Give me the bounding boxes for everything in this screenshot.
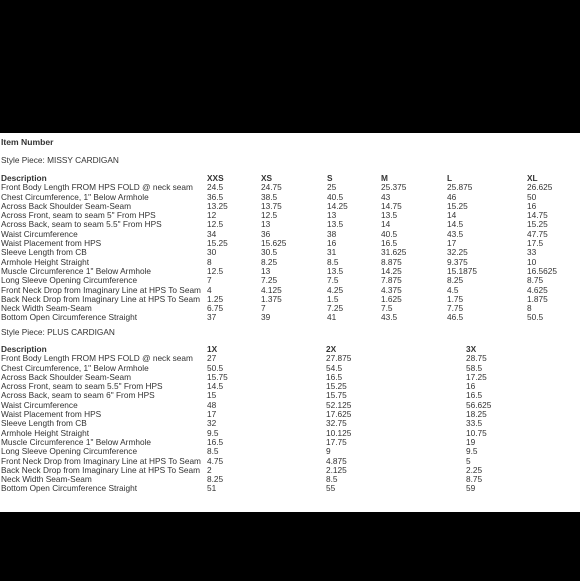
table-row xyxy=(1,373,576,382)
measurement-value: 15.25 xyxy=(447,201,468,211)
measurement-description: Long Sleeve Opening Circumference xyxy=(1,447,138,457)
measurement-value: 50 xyxy=(527,192,537,202)
measurement-value: 6.75 xyxy=(207,304,224,314)
measurement-value: 56.625 xyxy=(466,400,492,410)
measurement-description: Bottom Open Circumference Straight xyxy=(1,484,138,494)
measurement-description: Chest Circumference, 1" Below Armhole xyxy=(1,192,149,202)
table-row xyxy=(1,484,576,493)
measurement-value: 17 xyxy=(207,410,217,420)
measurement-value: 55 xyxy=(326,484,336,494)
measurement-value: 14.25 xyxy=(381,266,402,276)
measurement-value: 4.25 xyxy=(327,285,344,295)
column-header-size: XL xyxy=(527,174,538,183)
measurement-value: 13.75 xyxy=(261,201,282,211)
measurement-value: 51 xyxy=(207,484,217,494)
measurement-description: Back Neck Drop from Imaginary Line at HPS To Seam xyxy=(1,294,201,304)
measurement-value: 32 xyxy=(207,419,217,429)
table-row xyxy=(1,410,576,419)
measurement-value: 15.75 xyxy=(207,372,228,382)
measurement-value: 28.75 xyxy=(466,354,487,364)
measurement-value: 43 xyxy=(381,192,391,202)
measurement-value: 46.5 xyxy=(447,313,464,323)
table-row xyxy=(1,466,576,475)
measurement-description: Sleeve Length from CB xyxy=(1,248,87,258)
measurement-description: Waist Circumference xyxy=(1,229,78,239)
table-row xyxy=(1,248,577,257)
measurement-value: 27 xyxy=(207,354,217,364)
measurement-value: 1.375 xyxy=(261,294,282,304)
measurement-value: 13 xyxy=(261,266,271,276)
measurement-value: 33.5 xyxy=(466,419,483,429)
measurement-description: Bottom Open Circumference Straight xyxy=(1,313,138,323)
measurement-value: 8 xyxy=(207,257,212,267)
measurement-value: 14.75 xyxy=(381,201,402,211)
measurement-value: 15.625 xyxy=(261,239,287,249)
measurement-value: 9.375 xyxy=(447,257,468,267)
measurement-description: Armhole Height Straight xyxy=(1,428,90,438)
measurement-value: 8 xyxy=(527,304,532,314)
measurement-value: 8.25 xyxy=(261,257,278,267)
measurement-description: Waist Circumference xyxy=(1,400,78,410)
table-row xyxy=(1,304,577,313)
measurement-value: 14 xyxy=(381,220,391,230)
measurement-value: 12.5 xyxy=(207,220,224,230)
table-row xyxy=(1,364,576,373)
measurement-value: 17.625 xyxy=(326,410,352,420)
measurement-value: 2 xyxy=(207,465,212,475)
measurement-value: 43.5 xyxy=(381,313,398,323)
measurement-value: 16.5 xyxy=(381,239,398,249)
measurement-value: 4.875 xyxy=(326,456,347,466)
table-row xyxy=(1,457,576,466)
measurement-value: 14 xyxy=(447,211,457,221)
measurement-value: 10.75 xyxy=(466,428,487,438)
measurement-description: Muscle Circumference 1" Below Armhole xyxy=(1,437,152,447)
measurement-value: 9 xyxy=(326,447,331,457)
measurement-value: 54.5 xyxy=(326,363,343,373)
measurement-value: 4.625 xyxy=(527,285,548,295)
measurement-value: 15.75 xyxy=(326,391,347,401)
measurement-value: 8.75 xyxy=(466,475,483,485)
column-header-size: XS xyxy=(261,174,273,183)
measurement-value: 7.75 xyxy=(447,304,464,314)
measurement-value: 14.5 xyxy=(447,220,464,230)
measurement-value: 47.75 xyxy=(527,229,548,239)
measurement-value: 24.75 xyxy=(261,183,282,193)
measurement-value: 15.1875 xyxy=(447,266,477,276)
measurement-value: 7.25 xyxy=(327,304,344,314)
measurement-description: Front Neck Drop from Imaginary Line at HPS To Seam xyxy=(1,285,201,295)
table-row xyxy=(1,295,577,304)
measurement-description: Back Neck Drop from Imaginary Line at HPS To Seam xyxy=(1,465,201,475)
plus-size-table xyxy=(1,345,576,494)
measurement-value: 36 xyxy=(261,229,271,239)
measurement-value: 40.5 xyxy=(381,229,398,239)
measurement-value: 4.375 xyxy=(381,285,402,295)
item-number-heading: Item Number xyxy=(1,137,54,147)
measurement-value: 1.625 xyxy=(381,294,402,304)
measurement-description: Across Back, seam to seam 6" From HPS xyxy=(1,391,155,401)
measurement-description: Front Body Length FROM HPS FOLD @ neck seam xyxy=(1,183,193,193)
measurement-value: 31 xyxy=(327,248,337,258)
table-row xyxy=(1,193,577,202)
table-row xyxy=(1,382,576,391)
measurement-value: 13.5 xyxy=(327,266,344,276)
measurement-value: 8.25 xyxy=(207,475,224,485)
table-row xyxy=(1,239,577,248)
measurement-value: 15.25 xyxy=(326,382,347,392)
measurement-value: 7.5 xyxy=(381,304,393,314)
measurement-value: 8.25 xyxy=(447,276,464,286)
measurement-description: Across Back Shoulder Seam-Seam xyxy=(1,201,132,211)
measurement-value: 16 xyxy=(527,201,537,211)
measurement-description: Front Body Length FROM HPS FOLD @ neck seam xyxy=(1,354,193,364)
column-header-description: Description xyxy=(1,174,47,183)
measurement-description: Muscle Circumference 1" Below Armhole xyxy=(1,266,152,276)
spec-sheet xyxy=(0,133,580,512)
table-row xyxy=(1,276,577,285)
measurement-value: 46 xyxy=(447,192,457,202)
measurement-description: Sleeve Length from CB xyxy=(1,419,87,429)
measurement-value: 52.125 xyxy=(326,400,352,410)
measurement-value: 25 xyxy=(327,183,337,193)
measurement-value: 19 xyxy=(466,437,476,447)
measurement-value: 43.5 xyxy=(447,229,464,239)
measurement-description: Across Back Shoulder Seam-Seam xyxy=(1,372,132,382)
table-row xyxy=(1,230,577,239)
measurement-value: 4.125 xyxy=(261,285,282,295)
measurement-value: 37 xyxy=(207,313,217,323)
measurement-value: 5 xyxy=(466,456,471,466)
plus-style-piece: Style Piece: PLUS CARDIGAN xyxy=(1,327,115,337)
measurement-value: 17.25 xyxy=(466,372,487,382)
column-header-size: S xyxy=(327,174,333,183)
measurement-value: 15 xyxy=(207,391,217,401)
table-row xyxy=(1,401,576,410)
table-row xyxy=(1,183,577,192)
table-row xyxy=(1,419,576,428)
measurement-value: 48 xyxy=(207,400,217,410)
table-row xyxy=(1,267,577,276)
table-row xyxy=(1,211,577,220)
column-header-size: 2X xyxy=(326,345,337,354)
missy-style-piece: Style Piece: MISSY CARDIGAN xyxy=(1,155,119,165)
measurement-value: 41 xyxy=(327,313,337,323)
measurement-value: 12 xyxy=(207,211,217,221)
table-row xyxy=(1,438,576,447)
measurement-value: 30.5 xyxy=(261,248,278,258)
measurement-value: 16.5 xyxy=(207,437,224,447)
plus-header-row xyxy=(1,345,576,354)
measurement-value: 39 xyxy=(261,313,271,323)
measurement-value: 33 xyxy=(527,248,537,258)
measurement-description: Across Back, seam to seam 5.5" From HPS xyxy=(1,220,162,230)
table-row xyxy=(1,258,577,267)
measurement-value: 36.5 xyxy=(207,192,224,202)
column-header-size: XXS xyxy=(207,174,224,183)
measurement-value: 26.625 xyxy=(527,183,553,193)
measurement-description: Neck Width Seam-Seam xyxy=(1,304,92,314)
measurement-value: 34 xyxy=(207,229,217,239)
measurement-value: 8.5 xyxy=(326,475,338,485)
measurement-value: 8.5 xyxy=(207,447,219,457)
measurement-value: 2.125 xyxy=(326,465,347,475)
measurement-value: 24.5 xyxy=(207,183,224,193)
measurement-value: 12.5 xyxy=(207,266,224,276)
measurement-value: 12.5 xyxy=(261,211,278,221)
measurement-value: 14.75 xyxy=(527,211,548,221)
measurement-value: 9.5 xyxy=(207,428,219,438)
table-row xyxy=(1,391,576,400)
measurement-value: 38 xyxy=(327,229,337,239)
measurement-value: 32.25 xyxy=(447,248,468,258)
measurement-value: 16.5 xyxy=(466,391,483,401)
measurement-value: 15.25 xyxy=(207,239,228,249)
measurement-value: 27.875 xyxy=(326,354,352,364)
table-row xyxy=(1,313,577,322)
measurement-value: 59 xyxy=(466,484,476,494)
measurement-description: Across Front, seam to seam 5.5" From HPS xyxy=(1,382,163,392)
measurement-description: Neck Width Seam-Seam xyxy=(1,475,92,485)
measurement-value: 8.75 xyxy=(527,276,544,286)
measurement-description: Waist Placement from HPS xyxy=(1,410,102,420)
measurement-value: 9.5 xyxy=(466,447,478,457)
measurement-value: 1.875 xyxy=(527,294,548,304)
column-header-size: M xyxy=(381,174,388,183)
measurement-description: Armhole Height Straight xyxy=(1,257,90,267)
missy-header-row xyxy=(1,174,577,183)
measurement-value: 50.5 xyxy=(527,313,544,323)
measurement-value: 18.25 xyxy=(466,410,487,420)
measurement-value: 31.625 xyxy=(381,248,407,258)
table-row xyxy=(1,202,577,211)
measurement-value: 40.5 xyxy=(327,192,344,202)
measurement-value: 10 xyxy=(527,257,537,267)
measurement-value: 50.5 xyxy=(207,363,224,373)
table-row xyxy=(1,286,577,295)
measurement-value: 7 xyxy=(261,304,266,314)
missy-size-table xyxy=(1,174,577,323)
measurement-description: Long Sleeve Opening Circumference xyxy=(1,276,138,286)
measurement-value: 32.75 xyxy=(326,419,347,429)
measurement-value: 2.25 xyxy=(466,465,483,475)
column-header-size: L xyxy=(447,174,453,183)
measurement-value: 13 xyxy=(261,220,271,230)
measurement-value: 16.5625 xyxy=(527,266,557,276)
measurement-value: 17 xyxy=(447,239,457,249)
measurement-value: 15.25 xyxy=(527,220,548,230)
measurement-value: 25.375 xyxy=(381,183,407,193)
measurement-value: 4 xyxy=(207,285,212,295)
measurement-value: 13.5 xyxy=(381,211,398,221)
measurement-value: 16 xyxy=(466,382,476,392)
measurement-value: 1.75 xyxy=(447,294,464,304)
measurement-description: Front Neck Drop from Imaginary Line at HPS To Seam xyxy=(1,456,201,466)
measurement-value: 7.5 xyxy=(327,276,339,286)
measurement-value: 1.5 xyxy=(327,294,339,304)
measurement-value: 17.75 xyxy=(326,437,347,447)
measurement-value: 13.25 xyxy=(207,201,228,211)
table-row xyxy=(1,447,576,456)
measurement-value: 25.875 xyxy=(447,183,473,193)
column-header-size: 3X xyxy=(466,345,477,354)
column-header-description: Description xyxy=(1,345,47,354)
measurement-description: Across Front, seam to seam 5" From HPS xyxy=(1,211,156,221)
measurement-value: 1.25 xyxy=(207,294,224,304)
measurement-value: 16 xyxy=(327,239,337,249)
column-header-size: 1X xyxy=(207,345,218,354)
measurement-value: 8.875 xyxy=(381,257,402,267)
measurement-value: 14.5 xyxy=(207,382,224,392)
measurement-value: 4.75 xyxy=(207,456,224,466)
measurement-description: Chest Circumference, 1" Below Armhole xyxy=(1,363,149,373)
measurement-value: 38.5 xyxy=(261,192,278,202)
table-row xyxy=(1,429,576,438)
measurement-value: 7 xyxy=(207,276,212,286)
measurement-value: 8.5 xyxy=(327,257,339,267)
table-row xyxy=(1,475,576,484)
measurement-value: 4.5 xyxy=(447,285,459,295)
measurement-value: 14.25 xyxy=(327,201,348,211)
measurement-value: 16.5 xyxy=(326,372,343,382)
measurement-value: 13.5 xyxy=(327,220,344,230)
measurement-value: 7.875 xyxy=(381,276,402,286)
measurement-value: 58.5 xyxy=(466,363,483,373)
table-row xyxy=(1,220,577,229)
table-row xyxy=(1,354,576,363)
measurement-value: 7.25 xyxy=(261,276,278,286)
measurement-value: 17.5 xyxy=(527,239,544,249)
measurement-value: 30 xyxy=(207,248,217,258)
measurement-value: 10.125 xyxy=(326,428,352,438)
measurement-value: 13 xyxy=(327,211,337,221)
measurement-description: Waist Placement from HPS xyxy=(1,239,102,249)
